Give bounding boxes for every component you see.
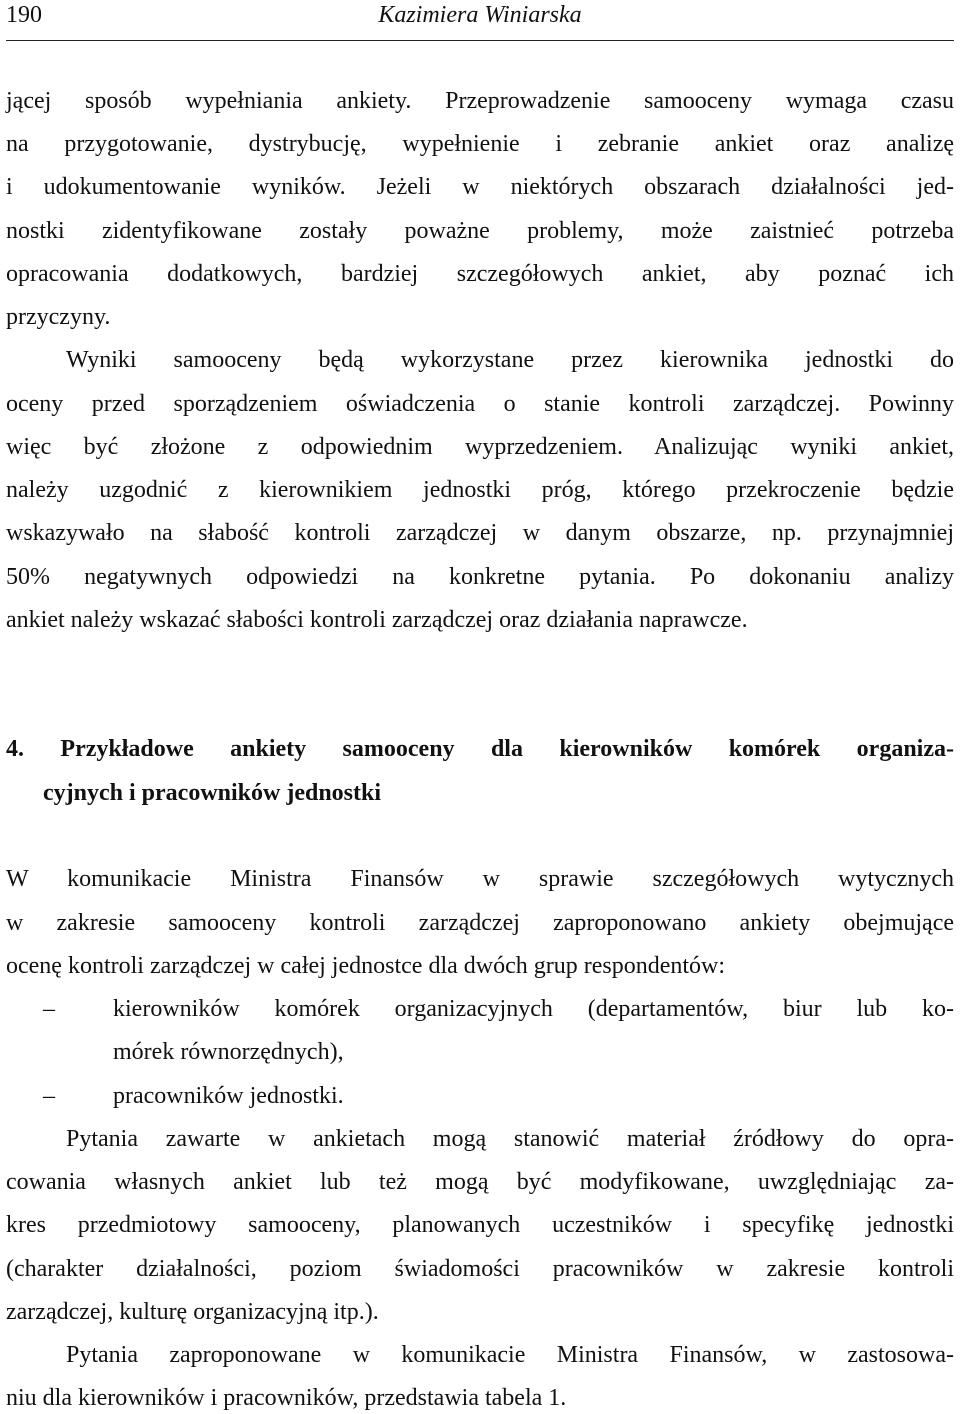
text-line: ankiet należy wskazać słabości kontroli zarządczej oraz działania naprawcze.	[6, 607, 748, 633]
text-line: zarządczej, kulturę organizacyjną itp.).	[6, 1299, 379, 1325]
text-line: kres przedmiotowy samooceny, planowanych uczestników i specyfikę jednostki	[6, 1212, 954, 1238]
text-line: pracowników jednostki.	[113, 1083, 344, 1109]
text-line: przyczyny.	[6, 304, 111, 330]
text-line: W komunikacie Ministra Finansów w sprawie szczegółowych wytycznych	[6, 866, 954, 892]
text-line: Pytania zaproponowane w komunikacie Ministra Finansów, w zastosowa-	[66, 1342, 954, 1368]
text-line: w zakresie samooceny kontroli zarządczej zaproponowano ankiety obejmujące	[6, 910, 954, 936]
text-line: oceny przed sporządzeniem oświadczenia o stanie kontroli zarządczej. Powinny	[6, 391, 954, 417]
text-line: ocenę kontroli zarządczej w całej jednostce dla dwóch grup respondentów:	[6, 953, 726, 979]
dash-bullet: –	[43, 1083, 55, 1109]
text-line: na przygotowanie, dystrybucję, wypełnienie i zebranie ankiet oraz analizę	[6, 131, 954, 157]
text-line: nostki zidentyfikowane zostały poważne problemy, może zaistnieć potrzeba	[6, 218, 954, 244]
text-line: Wyniki samooceny będą wykorzystane przez kierownika jednostki do	[66, 347, 954, 373]
text-line: (charakter działalności, poziom świadomości pracowników w zakresie kontroli	[6, 1256, 954, 1282]
running-head-author: Kazimiera Winiarska	[378, 2, 582, 28]
text-line: mórek równorzędnych),	[113, 1039, 344, 1065]
text-line: cowania własnych ankiet lub też mogą być modyfikowane, uwzględniając za-	[6, 1169, 954, 1195]
text-line: opracowania dodatkowych, bardziej szczegółowych ankiet, aby poznać ich	[6, 261, 954, 287]
running-header	[6, 0, 954, 41]
text-line: niu dla kierowników i pracowników, przedstawia tabela 1.	[6, 1385, 567, 1411]
text-line: należy uzgodnić z kierownikiem jednostki próg, którego przekroczenie będzie	[6, 477, 954, 503]
heading-line: cyjnych i pracowników jednostki	[43, 780, 382, 806]
dash-bullet: –	[43, 996, 55, 1022]
text-line: Pytania zawarte w ankietach mogą stanowić materiał źródłowy do opra-	[66, 1126, 954, 1152]
text-line: 50% negatywnych odpowiedzi na konkretne pytania. Po dokonaniu analizy	[6, 564, 954, 590]
text-line: wskazywało na słabość kontroli zarządczej w danym obszarze, np. przynajmniej	[6, 520, 954, 546]
text-line: kierowników komórek organizacyjnych (departamentów, biur lub ko-	[113, 996, 954, 1022]
page-number: 190	[6, 2, 42, 28]
text-line: i udokumentowanie wyników. Jeżeli w niektórych obszarach działalności jed-	[6, 174, 954, 200]
text-line: jącej sposób wypełniania ankiety. Przeprowadzenie samooceny wymaga czasu	[6, 88, 954, 114]
heading-line: 4. Przykładowe ankiety samooceny dla kierowników komórek organiza-	[6, 736, 954, 762]
text-line: więc być złożone z odpowiednim wyprzedzeniem. Analizując wyniki ankiet,	[6, 434, 954, 460]
